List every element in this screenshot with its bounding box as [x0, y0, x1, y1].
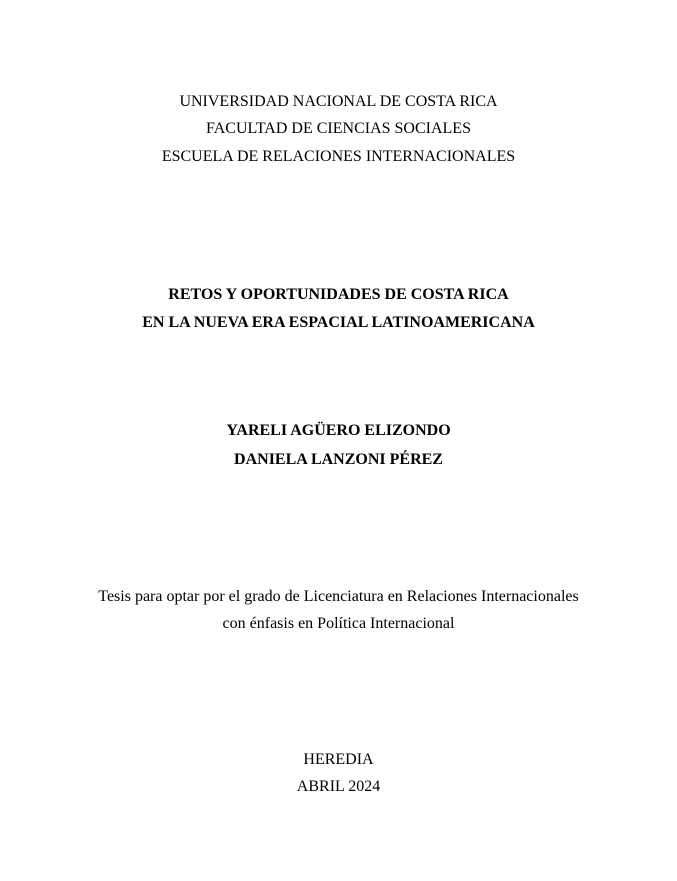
university-name: UNIVERSIDAD NACIONAL DE COSTA RICA — [179, 93, 498, 110]
date: ABRIL 2024 — [296, 778, 381, 795]
place: HEREDIA — [303, 751, 374, 768]
author-2: DANIELA LANZONI PÉREZ — [234, 451, 443, 468]
school-name: ESCUELA DE RELACIONES INTERNACIONALES — [161, 148, 516, 165]
author-1: YARELI AGÜERO ELIZONDO — [226, 422, 451, 439]
thesis-title-line-1: RETOS Y OPORTUNIDADES DE COSTA RICA — [168, 286, 509, 303]
thesis-title-line-2: EN LA NUEVA ERA ESPACIAL LATINOAMERICANA — [142, 314, 535, 331]
degree-line-1: Tesis para optar por el grado de Licenciatura en Relaciones Internacionales — [98, 588, 579, 605]
faculty-name: FACULTAD DE CIENCIAS SOCIALES — [206, 120, 471, 137]
degree-line-2: con énfasis en Política Internacional — [222, 615, 455, 632]
